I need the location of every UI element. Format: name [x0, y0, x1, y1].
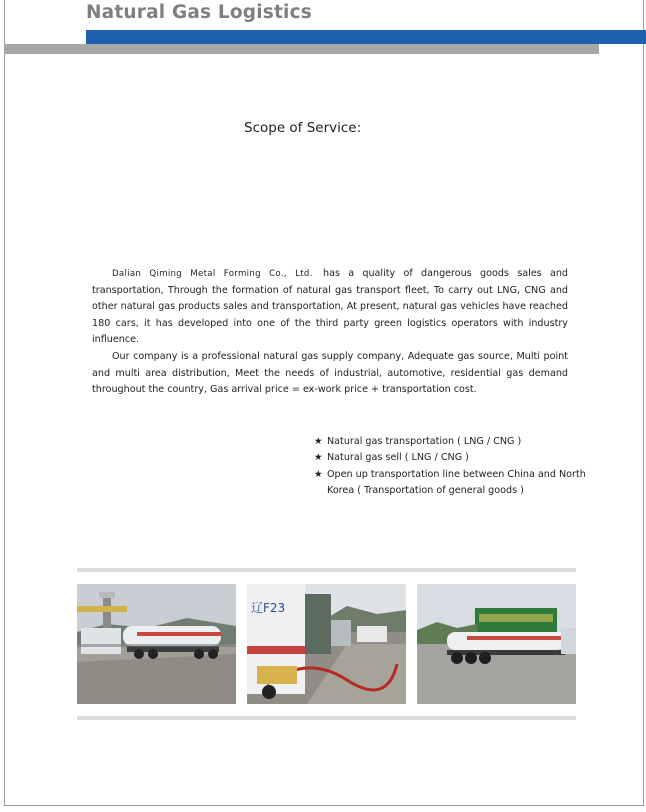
- service-item-text: Open up transportation line between China and North Korea ( Transportation of general goods ): [327, 468, 586, 497]
- intro-paragraph-2: Our company is a professional natural gas supply company, Adequate gas source, Multi point and multi area distribution, Meet the needs of industrial, automotive, residential gas demand throughout the country, Gas arrival price = ex-work price + transportation cost.: [92, 350, 568, 396]
- services-list: [314, 434, 594, 500]
- intro-paragraph-1: [92, 266, 568, 349]
- star-icon: ★: [314, 452, 323, 464]
- service-item: [314, 450, 594, 466]
- cng-trailer-station-photo: [247, 584, 406, 704]
- service-item-text: Natural gas transportation ( LNG / CNG ): [327, 436, 522, 447]
- service-item: [314, 434, 594, 450]
- service-item-text: Natural gas sell ( LNG / CNG ): [327, 452, 469, 464]
- star-icon: ★: [314, 436, 323, 447]
- scope-heading: Scope of Service:: [244, 120, 362, 136]
- tanker-yard-photo: [77, 584, 236, 704]
- service-item: [314, 467, 594, 500]
- intro-text: [92, 266, 568, 399]
- tube-trailer-truck-photo: [417, 584, 576, 704]
- page-title: Natural Gas Logistics: [86, 2, 312, 23]
- photo-bottom-divider: [77, 716, 576, 720]
- plate-text: 辽F23: [251, 601, 286, 615]
- intro-paragraph-1-text: has a quality of dangerous goods sales and transportation, Through the formation of natural gas transport fleet, To carry out LNG, CNG and other natural gas products sales and transportation, At present, natural gas vehicles have reached 180 cars, it has developed into one of the third party green logistics operators with industry influence.: [92, 268, 568, 346]
- company-name: Dalian Qiming Metal Forming Co., Ltd.: [112, 269, 313, 279]
- header-grey-bar: [4, 44, 599, 54]
- photo-top-divider: [77, 568, 576, 572]
- star-icon: ★: [314, 468, 323, 480]
- header-accent-bar: [86, 30, 646, 44]
